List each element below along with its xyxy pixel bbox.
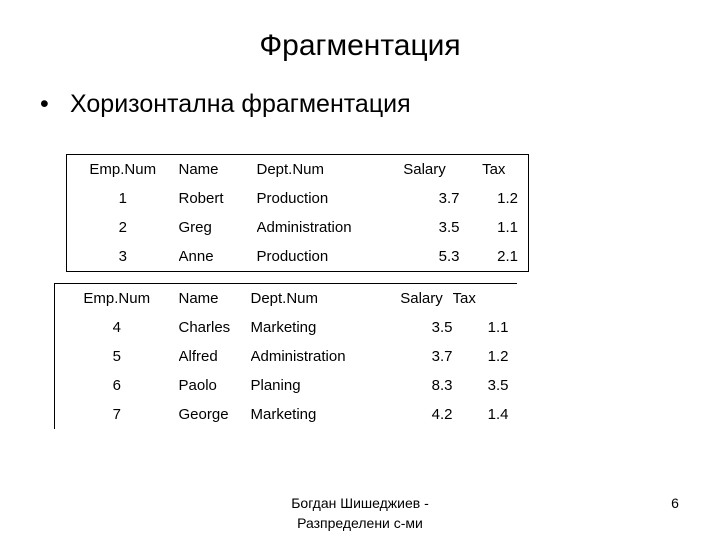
cell-tax: 2.1 <box>497 248 518 265</box>
cell-tax: 3.5 <box>487 377 509 394</box>
cell-emp-num: 3 <box>118 248 127 265</box>
header-dept-num: Dept.Num <box>250 290 319 307</box>
header-salary: Salary <box>403 161 446 178</box>
cell-emp-num: 2 <box>118 219 127 236</box>
cell-salary: 3.7 <box>431 348 453 365</box>
cell-dept-num: Planing <box>250 377 301 394</box>
header-emp-num: Emp.Num <box>83 290 151 307</box>
cell-name: Greg <box>178 219 212 236</box>
table-header-row <box>55 284 517 314</box>
cell-salary: 4.2 <box>431 406 453 423</box>
fragment-table-1 <box>66 154 529 272</box>
cell-dept-num: Administration <box>256 219 352 236</box>
page-number: 6 <box>671 495 679 511</box>
cell-name: Charles <box>178 319 231 336</box>
header-emp-num: Emp.Num <box>89 161 157 178</box>
table-row <box>55 371 517 400</box>
slide-footer <box>250 493 470 533</box>
header-salary: Salary <box>400 290 443 307</box>
cell-tax: 1.4 <box>487 406 509 423</box>
cell-emp-num: 7 <box>112 406 121 423</box>
header-name: Name <box>178 161 219 178</box>
cell-name: Alfred <box>178 348 218 365</box>
cell-dept-num: Marketing <box>250 406 317 423</box>
cell-emp-num: 1 <box>118 190 127 207</box>
cell-tax: 1.2 <box>487 348 509 365</box>
cell-emp-num: 4 <box>112 319 121 336</box>
cell-dept-num: Marketing <box>250 319 317 336</box>
cell-name: Robert <box>178 190 224 207</box>
footer-subject: Разпределени с-ми <box>297 515 423 531</box>
header-name: Name <box>178 290 219 307</box>
footer-author: Богдан Шишеджиев - <box>291 495 429 511</box>
cell-name: George <box>178 406 229 423</box>
table-row <box>55 400 517 429</box>
cell-salary: 3.5 <box>438 219 460 236</box>
cell-dept-num: Production <box>256 248 329 265</box>
bullet-dot-icon: • <box>40 90 49 118</box>
cell-name: Anne <box>178 248 214 265</box>
table-row <box>67 242 529 272</box>
cell-tax: 1.1 <box>497 219 518 236</box>
bullet-item <box>40 88 411 120</box>
cell-emp-num: 5 <box>112 348 121 365</box>
cell-tax: 1.1 <box>487 319 509 336</box>
table-header-row <box>67 155 529 185</box>
slide-title: Фрагментация <box>259 29 461 62</box>
cell-dept-num: Production <box>256 190 329 207</box>
table-row <box>67 184 529 213</box>
table-row <box>55 342 517 371</box>
table-row <box>67 213 529 242</box>
cell-emp-num: 6 <box>112 377 121 394</box>
cell-tax: 1.2 <box>497 190 518 207</box>
bullet-text: Хоризонтална фрагментация <box>70 90 411 118</box>
table-row <box>55 313 517 342</box>
cell-dept-num: Administration <box>250 348 346 365</box>
header-dept-num: Dept.Num <box>256 161 325 178</box>
cell-salary: 3.5 <box>431 319 453 336</box>
fragment-table-2 <box>54 283 517 429</box>
cell-salary: 3.7 <box>438 190 460 207</box>
cell-salary: 5.3 <box>438 248 460 265</box>
cell-salary: 8.3 <box>431 377 453 394</box>
header-tax: Tax <box>452 290 476 307</box>
header-tax: Tax <box>482 161 506 178</box>
cell-name: Paolo <box>178 377 217 394</box>
